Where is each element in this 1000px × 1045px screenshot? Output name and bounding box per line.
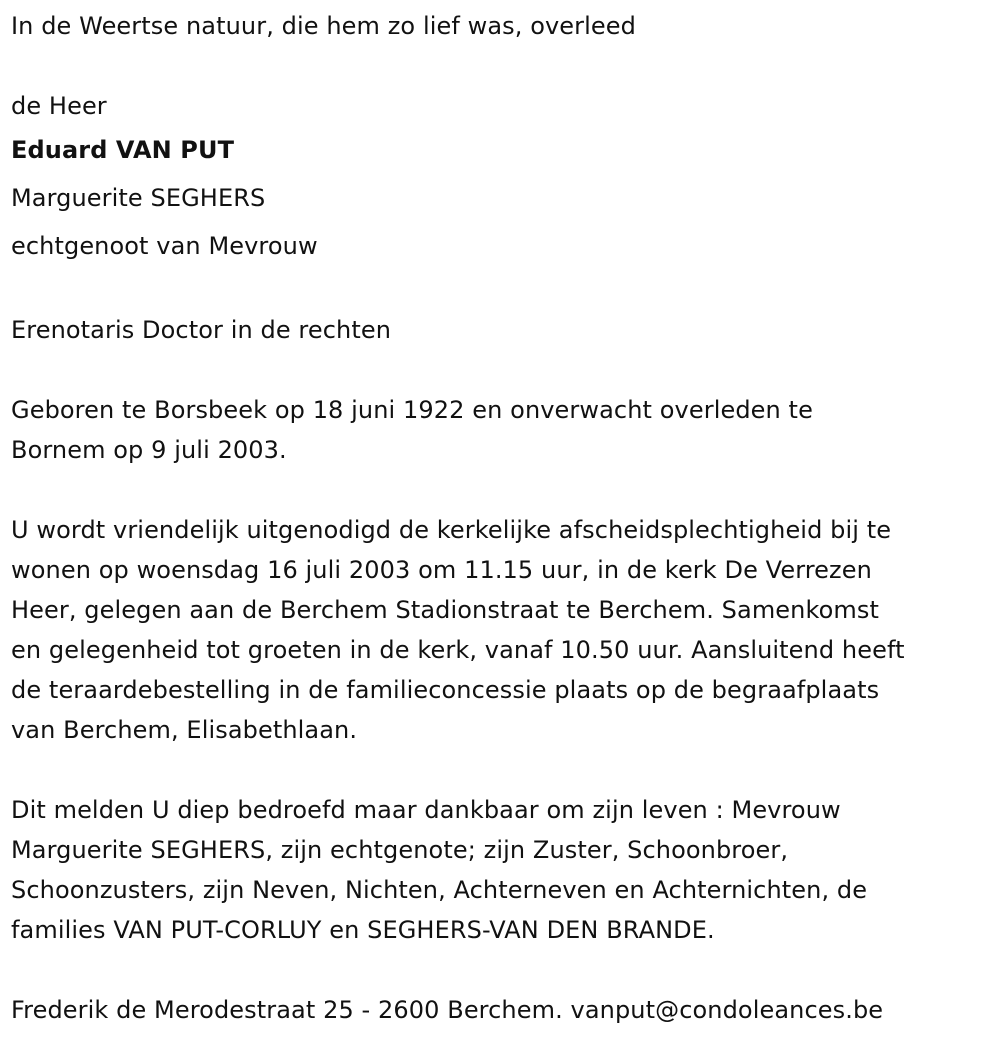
salutation: de Heer (11, 92, 107, 120)
spouse-name: Marguerite SEGHERS (11, 184, 266, 212)
spacer (11, 470, 996, 510)
address-line: Frederik de Merodestraat 25 - 2600 Berchem. vanput@condoleances.be (11, 996, 884, 1024)
family-line: Dit melden U diep bedroefd maar dankbaar om zijn leven : Mevrouw (11, 796, 841, 824)
family-paragraph (11, 790, 996, 950)
deceased-name: Eduard VAN PUT (11, 136, 235, 164)
intro-line: In de Weertse natuur, die hem zo lief was, overleed (11, 12, 636, 40)
family-line: Marguerite SEGHERS, zijn echtgenote; zijn Zuster, Schoonbroer, (11, 836, 789, 864)
birth-death-line: Geboren te Borsbeek op 18 juni 1922 en onverwacht overleden te (11, 396, 813, 424)
family-line: Schoonzusters, zijn Neven, Nichten, Achterneven en Achternichten, de (11, 876, 868, 904)
spacer (11, 750, 996, 790)
ceremony-line: U wordt vriendelijk uitgenodigd de kerkelijke afscheidsplechtigheid bij te (11, 516, 892, 544)
ceremony-line: de teraardebestelling in de familieconcessie plaats op de begraafplaats (11, 676, 880, 704)
birth-death-line: Bornem op 9 juli 2003. (11, 436, 287, 464)
family-line: families VAN PUT-CORLUY en SEGHERS-VAN DEN BRANDE. (11, 916, 715, 944)
ceremony-line: wonen op woensdag 16 juli 2003 om 11.15 uur, in de kerk De Verrezen (11, 556, 872, 584)
ceremony-paragraph (11, 510, 996, 750)
profession: Erenotaris Doctor in de rechten (11, 316, 392, 344)
ceremony-line: van Berchem, Elisabethlaan. (11, 716, 358, 744)
spacer (11, 950, 996, 990)
spacer (11, 270, 996, 310)
obituary-notice (11, 6, 996, 1030)
spacer (11, 46, 996, 86)
spacer (11, 350, 996, 390)
ceremony-line: en gelegenheid tot groeten in de kerk, vanaf 10.50 uur. Aansluitend heeft (11, 636, 905, 664)
ceremony-line: Heer, gelegen aan de Berchem Stadionstraat te Berchem. Samenkomst (11, 596, 879, 624)
birth-death-paragraph (11, 390, 996, 470)
spouse-relation: echtgenoot van Mevrouw (11, 232, 318, 260)
